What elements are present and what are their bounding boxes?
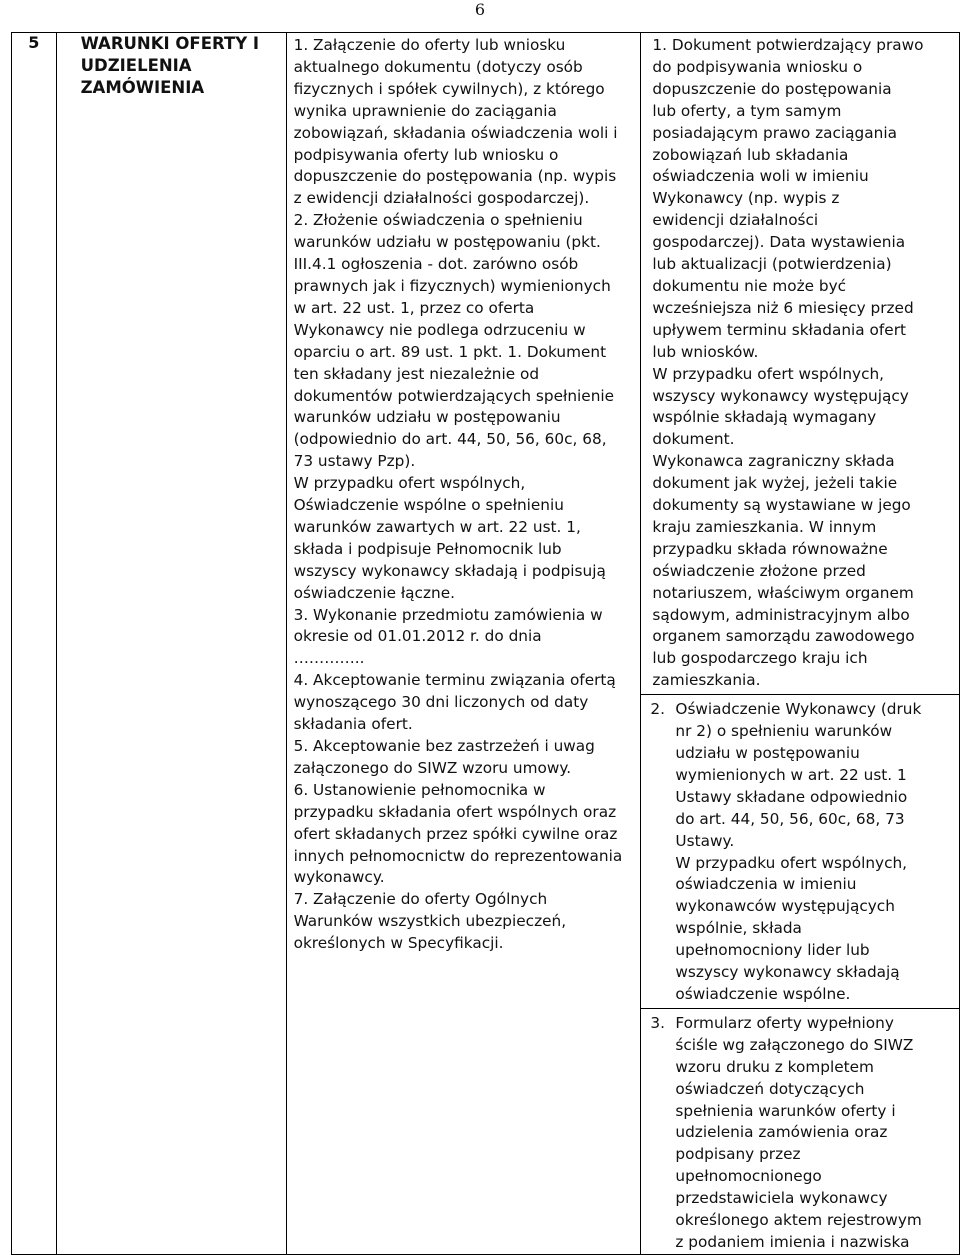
text-line: w art. 22 ust. 1, przez co oferta xyxy=(293,298,535,317)
conditions-cell xyxy=(286,33,641,1255)
text-line: 4. Akceptowanie terminu związania ofertą xyxy=(293,671,616,690)
text-line: ewidencji działalności xyxy=(652,211,819,230)
text-line: dopuszczenie do postępowania (np. wypis xyxy=(293,167,617,186)
text-line: dokument. xyxy=(652,430,735,449)
text-line: W przypadku ofert wspólnych, xyxy=(652,364,885,383)
text-line: oparciu o art. 89 ust. 1 pkt. 1. Dokument xyxy=(293,342,607,361)
item-label: 2. xyxy=(650,700,666,719)
text-line: III.4.1 ogłoszenia - dot. zarówno osób xyxy=(293,255,579,274)
document-item-3 xyxy=(641,1013,959,1254)
text-line: zobowiązań lub składania xyxy=(652,145,849,164)
text-line: udziału w postępowaniu xyxy=(675,744,860,762)
text-line: Wykonawcy nie podlega odrzuceniu w xyxy=(293,320,586,339)
text-line: wynika uprawnienie do zaciągania xyxy=(293,101,557,120)
text-line: przedstawiciela wykonawcy xyxy=(675,1189,888,1208)
item-line: Dokument potwierdzający prawo xyxy=(671,36,924,54)
text-line: (odpowiednio do art. 44, 50, 56, 60c, 68, xyxy=(293,430,607,449)
text-line: 73 ustawy Pzp). xyxy=(293,452,416,471)
text-line: z ewidencji działalności gospodarczej). xyxy=(293,189,590,208)
conditions-text xyxy=(287,33,641,955)
text-line: wszyscy wykonawcy składają i podpisują xyxy=(293,561,606,580)
item-label: 3. xyxy=(650,1013,666,1032)
text-line: okresie od 01.01.2012 r. do dnia xyxy=(293,627,542,646)
text-line xyxy=(652,35,959,57)
item-divider xyxy=(641,694,959,695)
text-line: spełnienia warunków oferty i xyxy=(675,1101,896,1120)
row-number-cell xyxy=(12,33,57,1255)
text-line: kraju zamieszkania. W innym xyxy=(652,517,877,536)
text-line: Wykonawca zagraniczny składa xyxy=(652,452,895,471)
text-line: oświadczenia w imieniu xyxy=(675,875,857,894)
text-line: określonych w Specyfikacji. xyxy=(293,934,504,953)
text-line: ten składany jest niezależnie od xyxy=(293,364,540,383)
page-number: 6 xyxy=(474,0,486,19)
text-line: podpisany przez xyxy=(675,1145,801,1164)
documents-text xyxy=(641,33,959,1254)
text-line: Ustawy. xyxy=(675,831,735,850)
text-line: fizycznych i spółek cywilnych), z którego xyxy=(293,79,605,98)
text-line: przypadku składa równoważne xyxy=(652,539,888,558)
text-line: 6. Ustanowienie pełnomocnika w xyxy=(293,780,546,799)
text-line: warunków udziału w postępowaniu (pkt. xyxy=(293,233,601,252)
text-line: oświadczenia woli w imieniu xyxy=(652,167,869,186)
document-item-1 xyxy=(641,35,959,692)
document-item-2 xyxy=(641,699,959,1006)
text-line: upełnomocniony lider lub xyxy=(675,941,870,960)
text-line: oświadczenie złożone przed xyxy=(652,561,866,580)
text-line: wynoszącego 30 dni liczonych od daty xyxy=(293,693,589,712)
text-line: W przypadku ofert wspólnych, xyxy=(293,474,526,493)
text-line: prawnych jak i fizycznych) wymienionych xyxy=(293,276,611,295)
text-line: ściśle wg załączonego do SIWZ xyxy=(675,1035,914,1054)
text-line: oświadczenie wspólne. xyxy=(675,984,851,1003)
text-line: ofert składanych przez spółki cywilne oraz xyxy=(293,824,618,843)
text-line: upełnomocnionego xyxy=(675,1167,822,1186)
text-line: określonego aktem rejestrowym xyxy=(675,1211,922,1230)
text-line: 7. Załączenie do oferty Ogólnych xyxy=(293,890,548,909)
text-line: podpisywania oferty lub wniosku o xyxy=(293,145,559,164)
text-line: wykonawcy. xyxy=(293,868,385,887)
row-title-cell xyxy=(56,33,286,1255)
text-line: warunków udziału w postępowaniu xyxy=(293,408,561,427)
row-title-line: UDZIELENIA xyxy=(80,56,192,75)
text-line: dopuszczenie do postępowania xyxy=(652,79,892,98)
text-line: 1. Załączenie do oferty lub wniosku xyxy=(293,36,566,54)
text-line: ………….. xyxy=(293,649,365,668)
text-line: 3. Wykonanie przedmiotu zamówienia w xyxy=(293,605,603,624)
text-line: Warunków wszystkich ubezpieczeń, xyxy=(293,912,567,931)
text-line: składa i podpisuje Pełnomocnik lub xyxy=(293,539,562,558)
text-line: zobowiązań, składania oświadczenia woli i xyxy=(293,123,618,142)
item-divider xyxy=(641,1008,959,1009)
text-line: wszyscy wykonawcy występujący xyxy=(652,386,909,405)
text-line: lub gospodarczego kraju ich xyxy=(652,649,868,668)
requirements-table xyxy=(11,32,960,1255)
text-line: oświadczeń dotyczących xyxy=(675,1079,865,1098)
text-line: Wykonawcy (np. wypis z xyxy=(652,189,840,208)
text-line: wspólnie, składa xyxy=(675,919,802,938)
text-line: sądowym, administracyjnym albo xyxy=(652,605,910,624)
text-line: oświadczenie łączne. xyxy=(293,583,455,602)
text-line: W przypadku ofert wspólnych, xyxy=(675,853,908,872)
row-title-line: ZAMÓWIENIA xyxy=(80,78,205,97)
text-line: gospodarczej). Data wystawienia xyxy=(652,233,906,252)
row-title xyxy=(57,33,286,99)
text-line: wcześniejsza niż 6 miesięcy przed xyxy=(652,298,914,317)
row-number: 5 xyxy=(28,33,40,52)
text-line: Oświadczenie Wykonawcy (druk xyxy=(675,700,922,719)
text-line: lub oferty, a tym samym xyxy=(652,101,842,120)
text-line: z podaniem imienia i nazwiska xyxy=(675,1232,910,1251)
text-line: udzielenia zamówienia oraz xyxy=(675,1123,888,1142)
text-line: wymienionych w art. 22 ust. 1 xyxy=(675,765,907,784)
text-line: dokumenty są wystawiane w jego xyxy=(652,496,911,515)
text-line: wzoru druku z kompletem xyxy=(675,1057,874,1076)
text-line: wspólnie składają wymagany xyxy=(652,408,877,427)
text-line: do art. 44, 50, 56, 60c, 68, 73 xyxy=(675,809,905,828)
text-line: upływem terminu składania ofert xyxy=(652,320,906,339)
item-label: 1. xyxy=(652,36,668,54)
text-line: zamieszkania. xyxy=(652,671,761,690)
text-line: składania ofert. xyxy=(293,715,413,734)
text-line: 2. Złożenie oświadczenia o spełnieniu xyxy=(293,211,583,230)
text-line: organem samorządu zawodowego xyxy=(652,627,915,646)
text-line: notariuszem, właściwym organem xyxy=(652,583,914,602)
text-line: wszyscy wykonawcy składają xyxy=(675,963,900,982)
table-row xyxy=(12,33,960,1255)
row-title-line: WARUNKI OFERTY I xyxy=(80,34,260,53)
text-line: wykonawców występujących xyxy=(675,897,895,916)
text-line: lub wniosków. xyxy=(652,342,759,361)
text-line: załączonego do SIWZ wzoru umowy. xyxy=(293,758,572,777)
text-line: Ustawy składane odpowiednio xyxy=(675,787,908,806)
text-line: przypadku składania ofert wspólnych oraz xyxy=(293,802,617,821)
text-line: dokument jak wyżej, jeżeli takie xyxy=(652,474,898,493)
text-line: warunków zawartych w art. 22 ust. 1, xyxy=(293,517,581,536)
documents-cell xyxy=(641,33,960,1255)
text-line: 5. Akceptowanie bez zastrzeżeń i uwag xyxy=(293,737,595,755)
text-line: nr 2) o spełnieniu warunków xyxy=(675,722,893,741)
text-line: do podpisywania wniosku o xyxy=(652,57,863,76)
text-line: posiadającym prawo zaciągania xyxy=(652,123,897,142)
text-line: Oświadczenie wspólne o spełnieniu xyxy=(293,496,564,515)
text-line: aktualnego dokumentu (dotyczy osób xyxy=(293,57,583,76)
text-line: dokumentów potwierdzających spełnienie xyxy=(293,386,615,405)
text-line: dokumentu nie może być xyxy=(652,276,847,295)
text-line: lub aktualizacji (potwierdzenia) xyxy=(652,255,892,274)
text-line: Formularz oferty wypełniony xyxy=(675,1013,894,1032)
text-line: innych pełnomocnictw do reprezentowania xyxy=(293,846,623,865)
